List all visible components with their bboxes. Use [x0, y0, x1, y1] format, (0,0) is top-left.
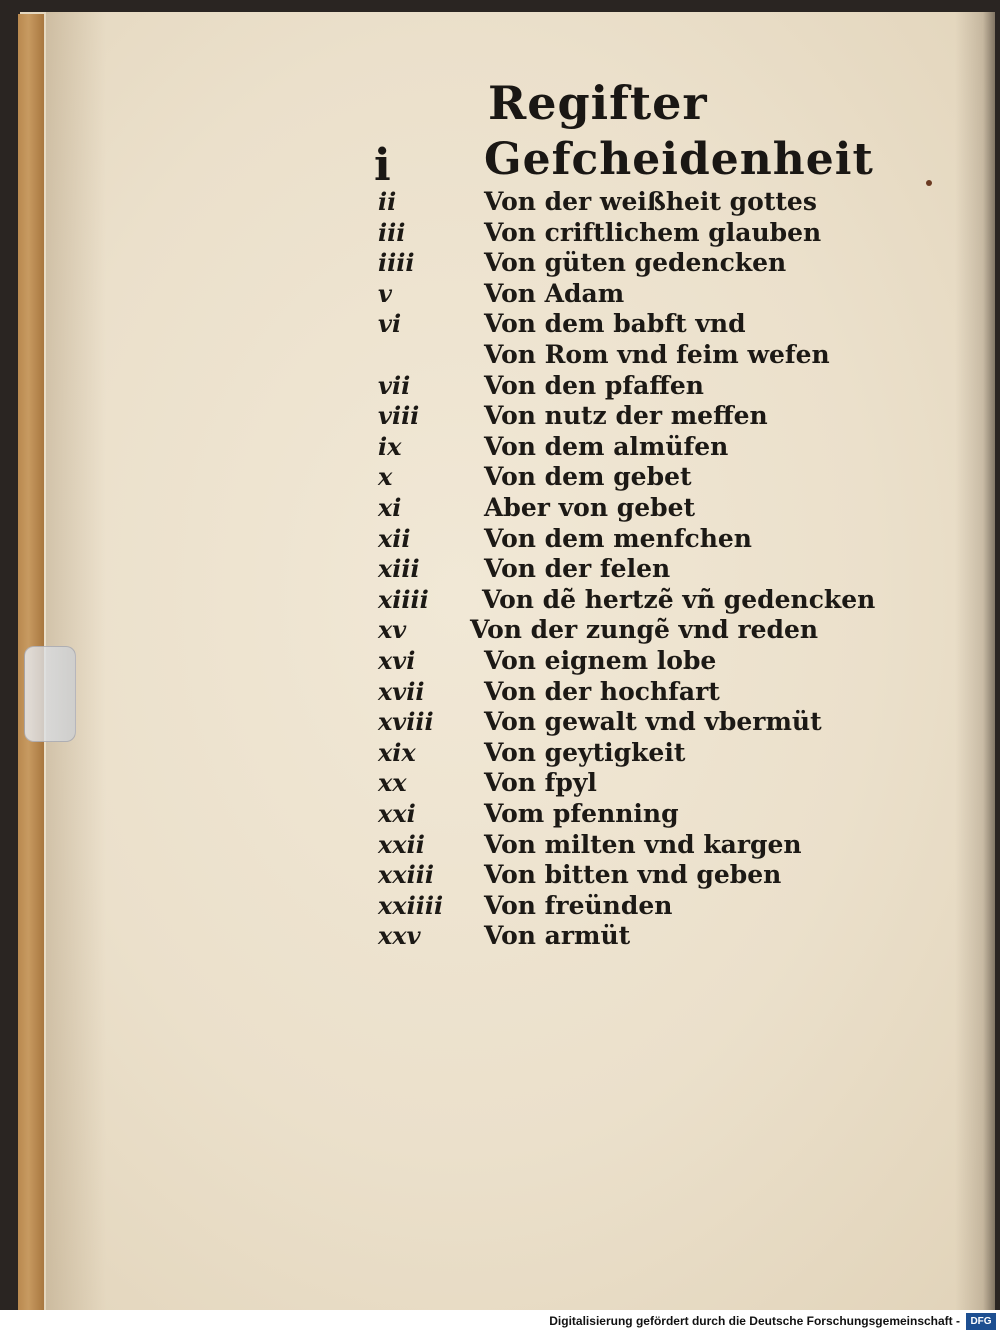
- entry-text: Von gewalt vnd vbermüt: [484, 707, 822, 737]
- entry-number: iiii: [378, 248, 415, 278]
- entry-text: Von bitten vnd geben: [484, 860, 782, 890]
- entry-text: Von Rom vnd feim wefen: [484, 340, 830, 369]
- entry-text: Von der felen: [484, 554, 671, 584]
- entry-text: Von dem almüfen: [484, 431, 729, 461]
- entry-number: xiii: [378, 554, 420, 584]
- entry-number: ix: [378, 431, 402, 461]
- entry-number: xi: [378, 493, 402, 522]
- register-entry: [378, 278, 818, 310]
- entry-number: xv: [378, 615, 407, 645]
- entry-number: xxiiii: [378, 890, 444, 920]
- register-entry: [378, 829, 818, 861]
- entry-number: ii: [378, 187, 397, 216]
- entry-number: xxiii: [378, 860, 434, 890]
- entry-text: Von dem babft vnd: [484, 309, 746, 339]
- entry-text: Von Adam: [484, 278, 625, 308]
- entry-text: Von der hochfart: [484, 676, 720, 706]
- page-title: Regifter: [488, 76, 708, 130]
- entry-text: Vom pfenning: [484, 799, 679, 828]
- ink-speck: [926, 180, 932, 186]
- entry-number: viii: [378, 401, 420, 431]
- entry-number: xvii: [378, 676, 425, 706]
- entry-number: xix: [378, 737, 416, 767]
- footer-bar: [0, 1310, 1000, 1334]
- section-heading: Gefcheidenheit: [484, 134, 874, 185]
- entry-text: Aber von gebet: [484, 493, 696, 522]
- register-entry: [378, 737, 818, 769]
- entry-text: Von der weißheit gottes: [484, 187, 817, 216]
- entry-number: xiiii: [378, 584, 429, 614]
- register-entry: [378, 523, 818, 555]
- register-entry: [378, 859, 818, 891]
- entry-text: Von dem gebet: [484, 462, 692, 492]
- entry-text: Von criftlichem glauben: [484, 217, 822, 247]
- register-entry: [378, 370, 818, 402]
- dfg-logo: DFG: [966, 1313, 996, 1330]
- entry-text: Von dem menfchen: [484, 523, 752, 553]
- entry-number: xviii: [378, 707, 434, 737]
- entry-number: xxi: [378, 799, 416, 828]
- entry-number: vii: [378, 370, 411, 400]
- register-entry: [378, 431, 818, 463]
- entry-number: x: [378, 462, 393, 492]
- register-entry: [378, 676, 818, 708]
- entry-number: xxii: [378, 829, 425, 859]
- entry-text: Von dẽ hertzẽ vñ gedencken: [482, 584, 876, 614]
- entry-text: Von freünden: [484, 890, 673, 920]
- entry-number: xii: [378, 523, 411, 553]
- entry-number: xvi: [378, 646, 416, 675]
- register-entry: [378, 308, 818, 340]
- footer-credit: Digitalisierung gefördert durch die Deutsche Forschungsgemeinschaft -: [549, 1314, 960, 1328]
- entry-text: Von nutz der meffen: [484, 401, 768, 431]
- entry-number: vi: [378, 309, 402, 339]
- register-entry: [378, 461, 818, 493]
- register-entry: [378, 247, 818, 279]
- heading-number: i: [374, 140, 391, 191]
- register-entry: [378, 614, 818, 646]
- register-entry: [378, 400, 818, 432]
- register-entry: [378, 339, 830, 371]
- register-entry: [378, 553, 818, 585]
- entry-text: Von fpyl: [484, 768, 597, 798]
- entry-text: Von der zungẽ vnd reden: [470, 615, 819, 645]
- register-entry: [378, 798, 818, 830]
- entry-text: Von milten vnd kargen: [484, 829, 802, 859]
- register-entry: [378, 584, 876, 616]
- entry-text: Von armüt: [484, 921, 631, 951]
- register-entry: [378, 920, 818, 952]
- register-entry: [378, 645, 818, 677]
- entry-number: v: [378, 278, 392, 308]
- register-entry: [378, 217, 822, 249]
- register-entry: [378, 492, 818, 524]
- entry-text: Von den pfaffen: [484, 370, 704, 400]
- register-entry: [378, 186, 818, 218]
- register-entry: [378, 767, 818, 799]
- entry-number: iii: [378, 217, 406, 247]
- entry-number: xx: [378, 768, 407, 798]
- entry-number: xxv: [378, 921, 421, 951]
- entry-text: Von geytigkeit: [484, 737, 686, 767]
- page-clip: [24, 646, 76, 742]
- entry-text: Von eignem lobe: [484, 646, 717, 675]
- register-entry: [378, 706, 822, 738]
- page-edge-shadow: [955, 12, 995, 1310]
- entry-text: Von güten gedencken: [484, 248, 787, 278]
- register-entry: [378, 890, 818, 922]
